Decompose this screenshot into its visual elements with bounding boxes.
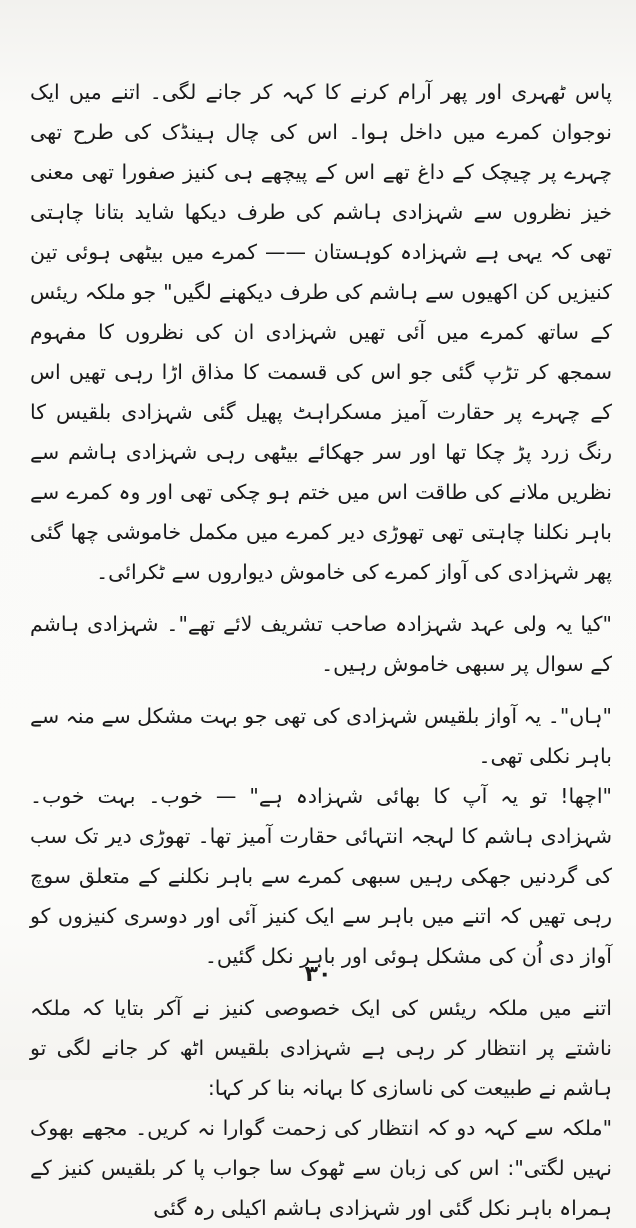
paragraph-1: پاس ٹھہری اور پھر آرام کرنے کا کہہ کر جانے لگی۔ اتنے میں ایک نوجوان کمرے میں داخل ہوا۔ اس کی چال ہینڈک کی طرح تھی چہرے پر چیچک کے داغ تھے اس کے پیچھے ہی کنیز صفورا تھی معنی خیز نظروں سے شہزادی ہاشم کی طرف دیکھا شاید بتانا چاہتی تھی کہ یہی ہے شہزادہ کوہستان —— کمرے میں بیٹھی ہوئی تین کنیزیں کن اکھیوں سے ہاشم کی طرف دیکھنے لگیں" جو ملکہ ریئس کے ساتھ کمرے میں آئی تھیں شہزادی ان کی نظروں کا مفہوم سمجھ کر تڑپ گئی جو اس کی قسمت کا مذاق اڑا رہی تھیں اس کے چہرے پر حقارت آمیز مسکراہٹ پھیل گئی شہزادی بلقیس کا رنگ زرد پڑ چکا تھا اور سر جھکائے بیٹھی رہی شہزادی ہاشم سے نظریں ملانے کی طاقت اس میں ختم ہو چکی تھی اور وہ کمرے سے باہر نکلنا چاہتی تھی تھوڑی دیر کمرے میں مکمل خاموشی چھا گئی پھر شہزادی کی آواز کمرے کی خاموش دیواروں سے ٹکرائی۔ [30,80,612,584]
paragraph-5: اتنے میں ملکہ ریئس کی ایک خصوصی کنیز نے آکر بتایا کہ ملکہ ناشتے پر انتظار کر رہی ہے شہزادی بلقیس اٹھ کر جانے لگی تو ہاشم نے طبیعت کی ناسازی کا بہانہ بنا کر کہا: [30,996,612,1100]
paragraph-2: "کیا یہ ولی عہد شہزادہ صاحب تشریف لائے تھے"۔ شہزادی ہاشم کے سوال پر سبھی خاموش رہیں۔ [30,612,612,676]
paragraph-3: "ہاں"۔ یہ آواز بلقیس شہزادی کی تھی جو بہت مشکل سے منہ سے باہر نکلی تھی۔ [30,704,612,768]
paragraph-6: "ملکہ سے کہہ دو کہ انتظار کی زحمت گوارا نہ کریں۔ مجھے بھوک نہیں لگتی": اس کی زبان سے ٹھوک سا جواب پا کر بلقیس کنیز کے ہمراہ باہر نکل گئی اور شہزادی ہاشم اکیلی رہ گئی [30,1116,612,1220]
paragraph-4: "اچھا! تو یہ آپ کا بھائی شہزادہ ہے" — خوب۔ بہت خوب۔ شہزادی ہاشم کا لہجہ انتہائی حقارت آمیز تھا۔ تھوڑی دیر تک سب کی گردنیں جھکی رہیں سبھی کمرے سے باہر نکلنے کے متعلق سوچ رہی تھیں کہ اتنے میں باہر سے ایک کنیز آئی اور دوسری کنیزوں کو آواز دی اُن کی مشکل ہوئی اور باہر نکل گئیں۔ [30,784,612,968]
page-body-text [30,72,612,1228]
page-number: ۳۰ [304,962,332,987]
